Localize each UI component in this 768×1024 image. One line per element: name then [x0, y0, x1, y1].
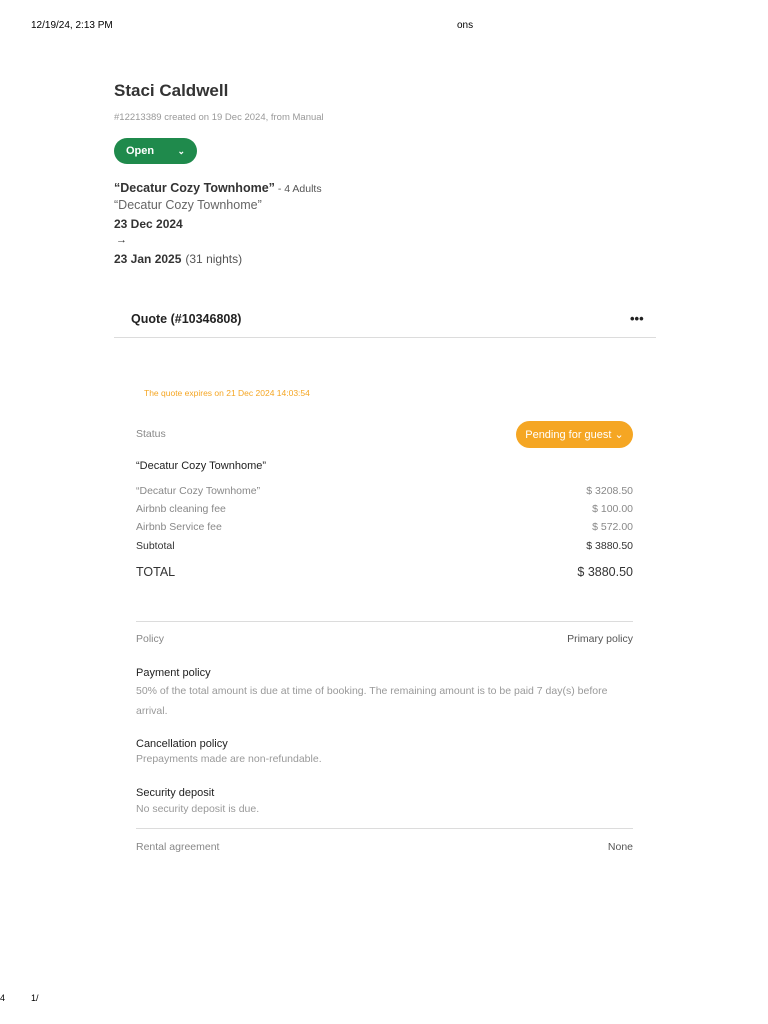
subtotal-value: $ 3880.50 — [586, 540, 633, 552]
guest-name: Staci Caldwell — [114, 81, 229, 100]
policy-value: Primary policy — [567, 633, 633, 645]
print-footer-left: 4 — [0, 993, 6, 1003]
divider — [136, 828, 633, 829]
quote-listing-heading: “Decatur Cozy Townhome” — [136, 460, 267, 472]
chevron-down-icon: ⌄ — [177, 145, 185, 156]
total-label: TOTAL — [136, 565, 176, 579]
quote-status-dropdown[interactable]: Pending for guest ⌄ — [516, 421, 633, 448]
cancellation-policy-title: Cancellation policy — [136, 738, 228, 750]
security-deposit-title: Security deposit — [136, 787, 215, 799]
nights-count: (31 nights) — [185, 252, 243, 266]
line-item-value: $ 3208.50 — [586, 485, 633, 497]
check-in-date: 23 Dec 2024 — [114, 217, 183, 231]
total-value: $ 3880.50 — [577, 565, 633, 579]
subtotal-label: Subtotal — [136, 540, 175, 552]
cancellation-policy-text: Prepayments made are non-refundable. — [136, 753, 322, 765]
payment-policy-text: 50% of the total amount is due at time of booking. The remaining amount is to be paid 7 day(s) before arrival. — [136, 685, 608, 717]
line-item-value: $ 572.00 — [592, 521, 633, 533]
print-datetime: 12/19/24, 2:13 PM — [31, 20, 113, 31]
line-item-value: $ 100.00 — [592, 503, 633, 515]
security-deposit-text: No security deposit is due. — [136, 803, 260, 815]
listing-title-line — [114, 181, 322, 195]
payment-policy-title: Payment policy — [136, 667, 211, 679]
listing-title: “Decatur Cozy Townhome” — [114, 181, 275, 195]
guest-count: - 4 Adults — [274, 183, 322, 195]
line-item-label: “Decatur Cozy Townhome” — [136, 485, 261, 497]
status-row-label: Status — [136, 428, 166, 440]
rental-agreement-label: Rental agreement — [136, 841, 220, 853]
print-title: ons — [457, 20, 474, 31]
policy-label: Policy — [136, 633, 165, 645]
line-item-label: Airbnb Service fee — [136, 521, 222, 533]
status-dropdown-button[interactable] — [114, 138, 197, 164]
quote-title: Quote (#10346808) — [131, 312, 242, 326]
divider — [114, 337, 656, 338]
reservation-meta: #12213389 created on 19 Dec 2024, from Manual — [114, 112, 324, 123]
arrow-right-icon: → — [116, 234, 127, 246]
rental-agreement-value: None — [607, 841, 633, 853]
page-number: 1/ — [31, 993, 39, 1003]
check-out-date: 23 Jan 2025 — [114, 252, 182, 266]
quote-expiry-notice: The quote expires on 21 Dec 2024 14:03:54 — [144, 388, 310, 398]
divider — [136, 621, 633, 622]
listing-subtitle: “Decatur Cozy Townhome” — [114, 198, 262, 212]
line-item-label: Airbnb cleaning fee — [136, 503, 226, 515]
check-out-line — [114, 252, 242, 266]
status-label: Open — [126, 145, 155, 157]
more-options-icon[interactable]: ••• — [630, 311, 644, 326]
